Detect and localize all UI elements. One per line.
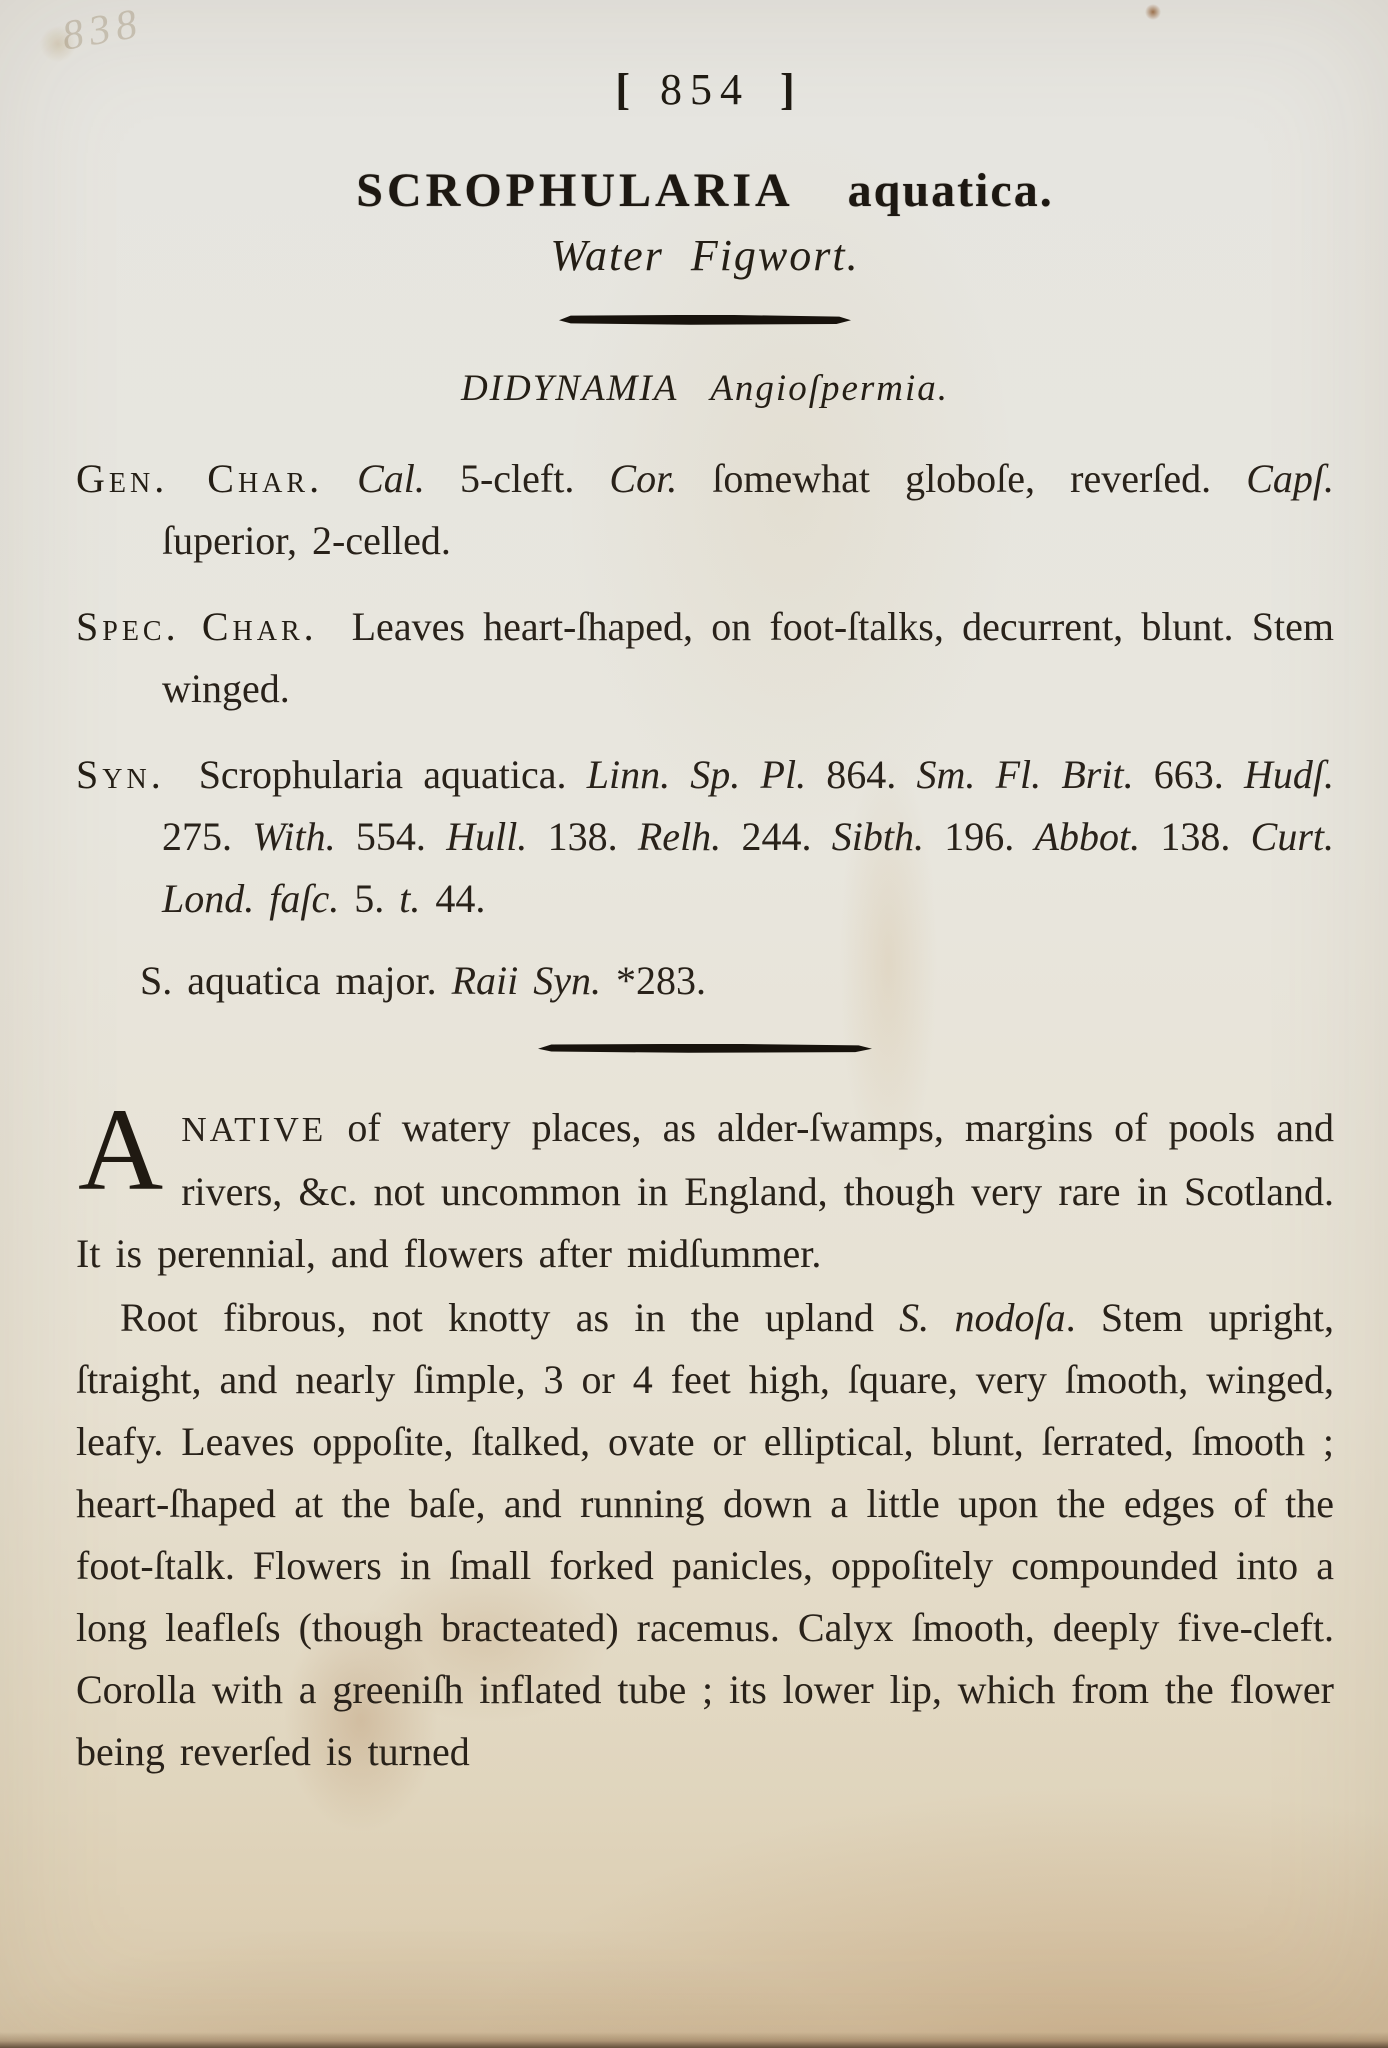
- order-name: Angioſpermia.: [710, 367, 950, 409]
- pencil-inscription: 838: [58, 0, 147, 60]
- spec-char-label: Spec. Char.: [76, 603, 318, 649]
- bracket-close: ]: [780, 65, 795, 114]
- opening-word: NATIVE: [181, 1109, 327, 1149]
- description-paragraph-1: [76, 1083, 1334, 1285]
- generic-character-section: [76, 448, 1334, 572]
- page-number-value: 854: [660, 65, 750, 114]
- spec-char-text: Leaves heart-ſhaped, on foot-ſtalks, decurrent, blunt. Stem winged.: [162, 603, 1334, 711]
- specific-character-section: [76, 596, 1334, 720]
- synonymy-section: [76, 744, 1334, 930]
- class-name: DIDYNAMIA: [460, 367, 679, 409]
- para1-text: of watery places, as alder-ſwamps, margins of pools and rivers, &c. not uncommon in England, though very rare in Scotland. It is perennial, and flowers after midſummer.: [76, 1104, 1334, 1276]
- synonym-second-line: [76, 950, 1334, 1012]
- bracket-open: [: [615, 65, 630, 114]
- common-name: Water Figwort.: [550, 230, 860, 280]
- taxonomy-class-line: [76, 367, 1334, 410]
- species-epithet: aquatica.: [847, 164, 1054, 217]
- para2-text: Root fibrous, not knotty as in the upland S. nodoſa. Stem upright, ſtraight, and nearly ſimple, 3 or 4 feet high, ſquare, very ſmooth, winged, leafy. Leaves oppoſite, ſtalked, ovate or elliptical, blunt, ſerrated, ſmooth ; heart-ſhaped at the baſe, and running down a little upon the edges of the foot-ſtalk. Flowers in ſmall forked panicles, oppoſitely compounded into a long leafleſs (though bracteated) racemus. Calyx ſmooth, deeply five-cleft. Corolla with a greeniſh inflated tube ; its lower lip, which from the flower being reverſed is turned: [76, 1294, 1334, 1774]
- species-title: [76, 165, 1334, 218]
- divider-rule-top: [559, 315, 851, 325]
- syn-label: Syn.: [76, 751, 165, 797]
- divider-rule-middle: [538, 1044, 872, 1053]
- syn-second-text: S. aquatica major. Raii Syn. *283.: [140, 957, 707, 1003]
- genus-name: SCROPHULARIA: [356, 164, 794, 217]
- description-paragraph-2: [76, 1287, 1334, 1783]
- page-bottom-edge: [0, 2032, 1388, 2048]
- gen-char-label: Gen. Char.: [76, 455, 324, 501]
- page-content: [76, 0, 1334, 1783]
- gen-char-text: Cal. 5-cleft. Cor. ſomewhat globoſe, reverſed. Capſ. ſuperior, 2-celled.: [162, 455, 1334, 563]
- page-number: [76, 0, 1334, 115]
- syn-text: Scrophularia aquatica. Linn. Sp. Pl. 864. Sm. Fl. Brit. 663. Hudſ. 275. With. 554. Hull. 138. Relh. 244. Sibth. 196. Abbot. 138. Curt. Lond. faſc. 5. t. 44.: [162, 751, 1335, 921]
- drop-cap: A: [78, 1083, 164, 1215]
